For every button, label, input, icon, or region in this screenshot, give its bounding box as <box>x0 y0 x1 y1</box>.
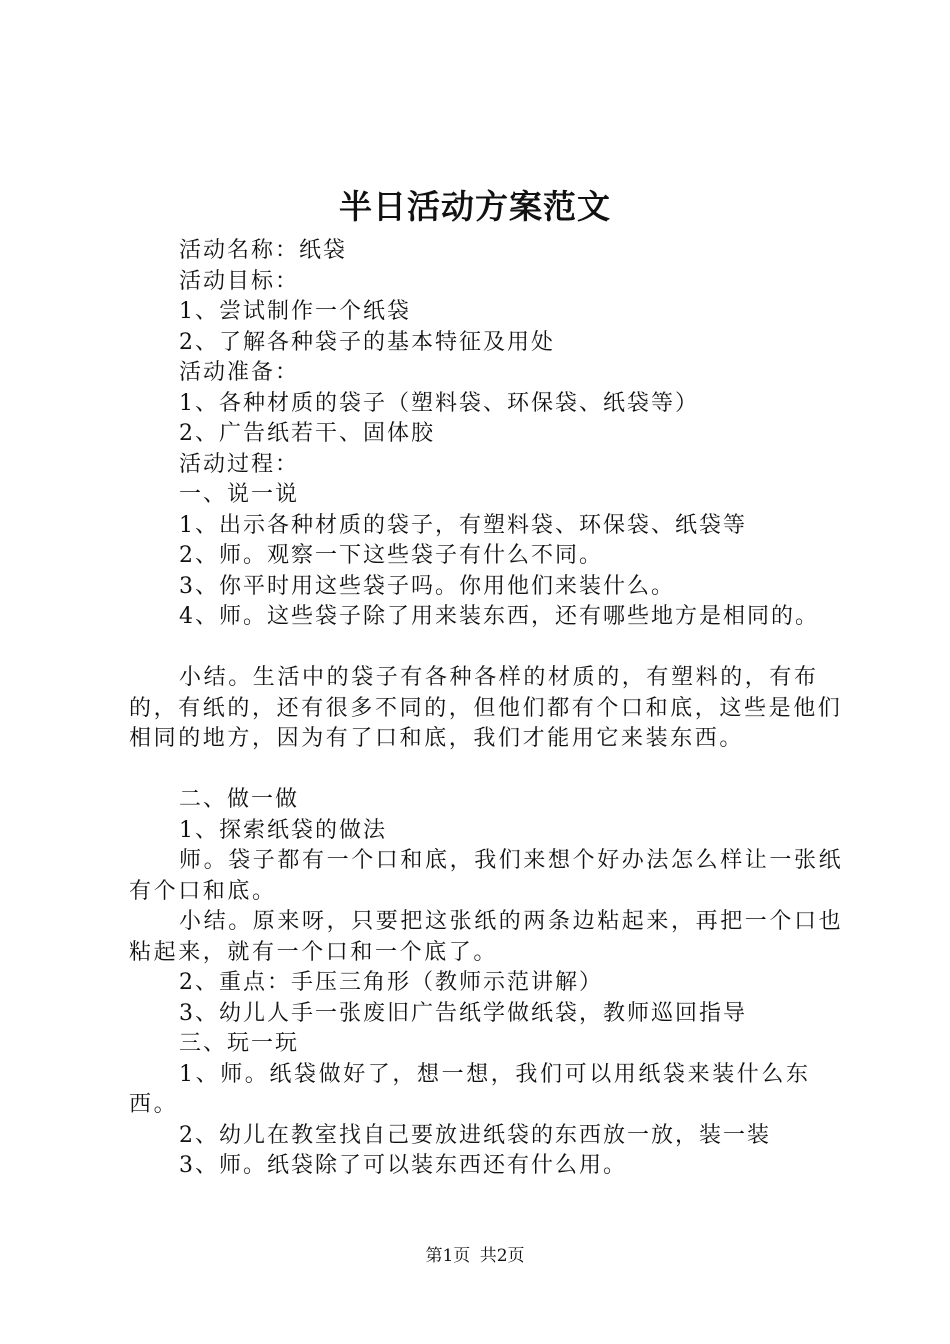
page-total: 共2页 <box>479 1246 525 1266</box>
blank-line <box>129 633 859 664</box>
section-1-item-4: 4、师。这些袋子除了用来装东西，还有哪些地方是相同的。 <box>179 604 819 629</box>
activity-prep-heading: 活动准备： <box>179 360 300 385</box>
summary-paragraph-2: 小结。原来呀，只要把这张纸的两条边粘起来，再把一个口也粘起来，就有一个口和一个底了。 <box>129 909 844 965</box>
teacher-paragraph: 师。袋子都有一个口和底，我们来想个好办法怎么样让一张纸有个口和底。 <box>129 848 844 904</box>
blank-line <box>129 755 859 786</box>
summary-paragraph-1: 小结。生活中的袋子有各种各样的材质的，有塑料的，有布的，有纸的，还有很多不同的，但他们都有个口和底，这些是他们相同的地方，因为有了口和底，我们才能用它来装东西。 <box>129 665 843 751</box>
section-3-heading: 三、玩一玩 <box>179 1031 300 1056</box>
goal-item-2: 2、了解各种袋子的基本特征及用处 <box>179 329 555 355</box>
section-1-heading: 一、说一说 <box>179 482 300 507</box>
section-3-item-3: 3、师。纸袋除了可以装东西还有什么用。 <box>179 1153 627 1178</box>
page-number: 第1页 <box>425 1246 471 1266</box>
activity-name-line: 活动名称：纸袋 <box>179 238 348 263</box>
prep-item-1: 1、各种材质的袋子（塑料袋、环保袋、纸袋等） <box>179 390 699 416</box>
activity-goal-heading: 活动目标： <box>179 268 300 294</box>
page-footer <box>0 1244 950 1268</box>
prep-item-2: 2、广告纸若干、固体胶 <box>179 421 435 446</box>
section-2-item-2: 2、重点：手压三角形（教师示范讲解） <box>179 970 603 995</box>
section-1-item-2: 2、师。观察一下这些袋子有什么不同。 <box>179 543 603 568</box>
section-1-item-1: 1、出示各种材质的袋子，有塑料袋、环保袋、纸袋等 <box>179 512 747 538</box>
section-2-heading: 二、做一做 <box>179 787 300 812</box>
activity-process-heading: 活动过程： <box>179 451 300 477</box>
document-title: 半日活动方案范文 <box>339 187 611 226</box>
document-body <box>129 236 859 1182</box>
section-3-item-1: 1、师。纸袋做好了，想一想，我们可以用纸袋来装什么东西。 <box>129 1061 811 1117</box>
section-2-item-1: 1、探索纸袋的做法 <box>179 817 387 843</box>
section-2-item-3: 3、幼儿人手一张废旧广告纸学做纸袋，教师巡回指导 <box>179 1000 747 1026</box>
goal-item-1: 1、尝试制作一个纸袋 <box>179 299 411 324</box>
section-3-item-2: 2、幼儿在教室找自己要放进纸袋的东西放一放，装一装 <box>179 1122 771 1148</box>
section-1-item-3: 3、你平时用这些袋子吗。你用他们来装什么。 <box>179 573 675 599</box>
